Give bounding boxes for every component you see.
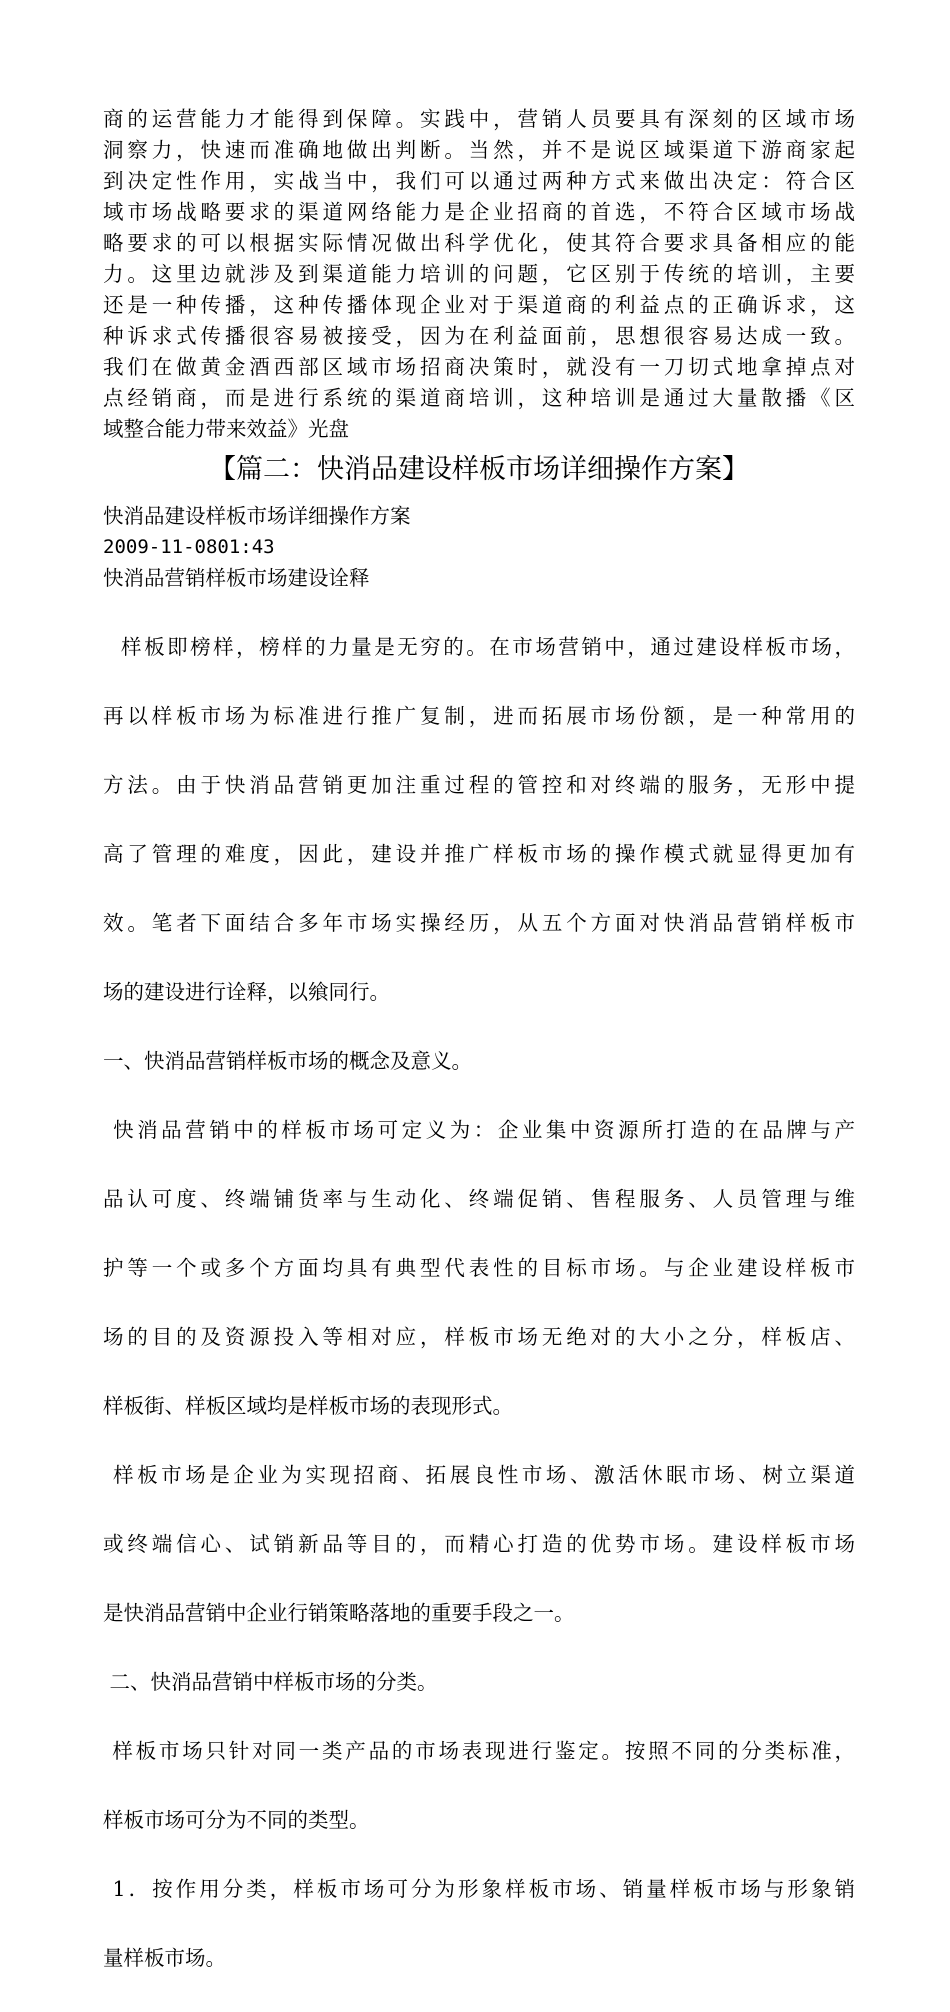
text-line: 域整合能力带来效益》光盘 (103, 417, 349, 441)
text-line: 场的目的及资源投入等相对应，样板市场无绝对的大小之分，样板店、 (103, 1325, 855, 1349)
document-page (103, 104, 855, 2012)
paragraph-block-2 (103, 594, 855, 2012)
text-line: 我们在做黄金酒西部区域市场招商决策时，就没有一刀切式地拿掉点对 (103, 355, 855, 379)
text-line: 品认可度、终端铺货率与生动化、终端促销、售程服务、人员管理与维 (103, 1187, 855, 1211)
text-line: 略要求的可以根据实际情况做出科学优化，使其符合要求具备相应的能 (103, 231, 855, 255)
text-line: 样板市场只针对同一类产品的市场表现进行鉴定。按照不同的分类标准， (103, 1739, 855, 1763)
text-line: 是快消品营销中企业行销策略落地的重要手段之一。 (103, 1601, 575, 1625)
text-line: 域市场战略要求的渠道网络能力是企业招商的首选，不符合区域市场战 (103, 200, 855, 224)
text-line: 场的建设进行诠释，以飨同行。 (103, 980, 390, 1004)
text-line: 点经销商，而是进行系统的渠道商培训，这种培训是通过大量散播《区 (103, 386, 855, 410)
text-line: 方法。由于快消品营销更加注重过程的管控和对终端的服务，无形中提 (103, 773, 855, 797)
text-line: 高了管理的难度，因此，建设并推广样板市场的操作模式就显得更加有 (103, 842, 855, 866)
text-line: 量样板市场。 (103, 1946, 226, 1970)
text-line: 1．按作用分类，样板市场可分为形象样板市场、销量样板市场与形象销 (103, 1877, 855, 1901)
section-heading-2: 二、快消品营销中样板市场的分类。 (103, 1670, 438, 1694)
paragraph-block-1 (103, 104, 855, 445)
section-heading: 【篇二：快消品建设样板市场详细操作方案】 (209, 454, 749, 485)
timestamp: 2009-11-0801:43 (103, 536, 275, 558)
text-line: 洞察力，快速而准确地做出判断。当然，并不是说区域渠道下游商家起 (103, 138, 855, 162)
text-line: 快消品营销中的样板市场可定义为：企业集中资源所打造的在品牌与产 (103, 1118, 855, 1142)
text-line: 或终端信心、试销新品等目的，而精心打造的优势市场。建设样板市场 (103, 1532, 855, 1556)
text-line: 效。笔者下面结合多年市场实操经历，从五个方面对快消品营销样板市 (103, 911, 855, 935)
text-line: 样板市场是企业为实现招商、拓展良性市场、激活休眠市场、树立渠道 (103, 1463, 855, 1487)
text-line: 种诉求式传播很容易被接受，因为在利益面前，思想很容易达成一致。 (103, 324, 855, 348)
text-line: 样板即榜样，榜样的力量是无穷的。在市场营销中，通过建设样板市场， (103, 635, 855, 659)
text-line: 到决定性作用，实战当中，我们可以通过两种方式来做出决定：符合区 (103, 169, 855, 193)
text-line: 样板市场可分为不同的类型。 (103, 1808, 370, 1832)
text-line: 商的运营能力才能得到保障。实践中，营销人员要具有深刻的区域市场 (103, 107, 855, 131)
text-line: 护等一个或多个方面均具有典型代表性的目标市场。与企业建设样板市 (103, 1256, 855, 1280)
text-line: 样板街、样板区域均是样板市场的表现形式。 (103, 1394, 513, 1418)
text-line: 还是一种传播，这种传播体现企业对于渠道商的利益点的正确诉求，这 (103, 293, 855, 317)
section-heading-1: 一、快消品营销样板市场的概念及意义。 (103, 1049, 472, 1073)
text-line: 力。这里边就涉及到渠道能力培训的问题，它区别于传统的培训，主要 (103, 262, 855, 286)
document-title: 快消品建设样板市场详细操作方案 (103, 504, 411, 528)
article-subtitle: 快消品营销样板市场建设诠释 (103, 566, 370, 590)
text-line: 再以样板市场为标准进行推广复制，进而拓展市场份额，是一种常用的 (103, 704, 855, 728)
